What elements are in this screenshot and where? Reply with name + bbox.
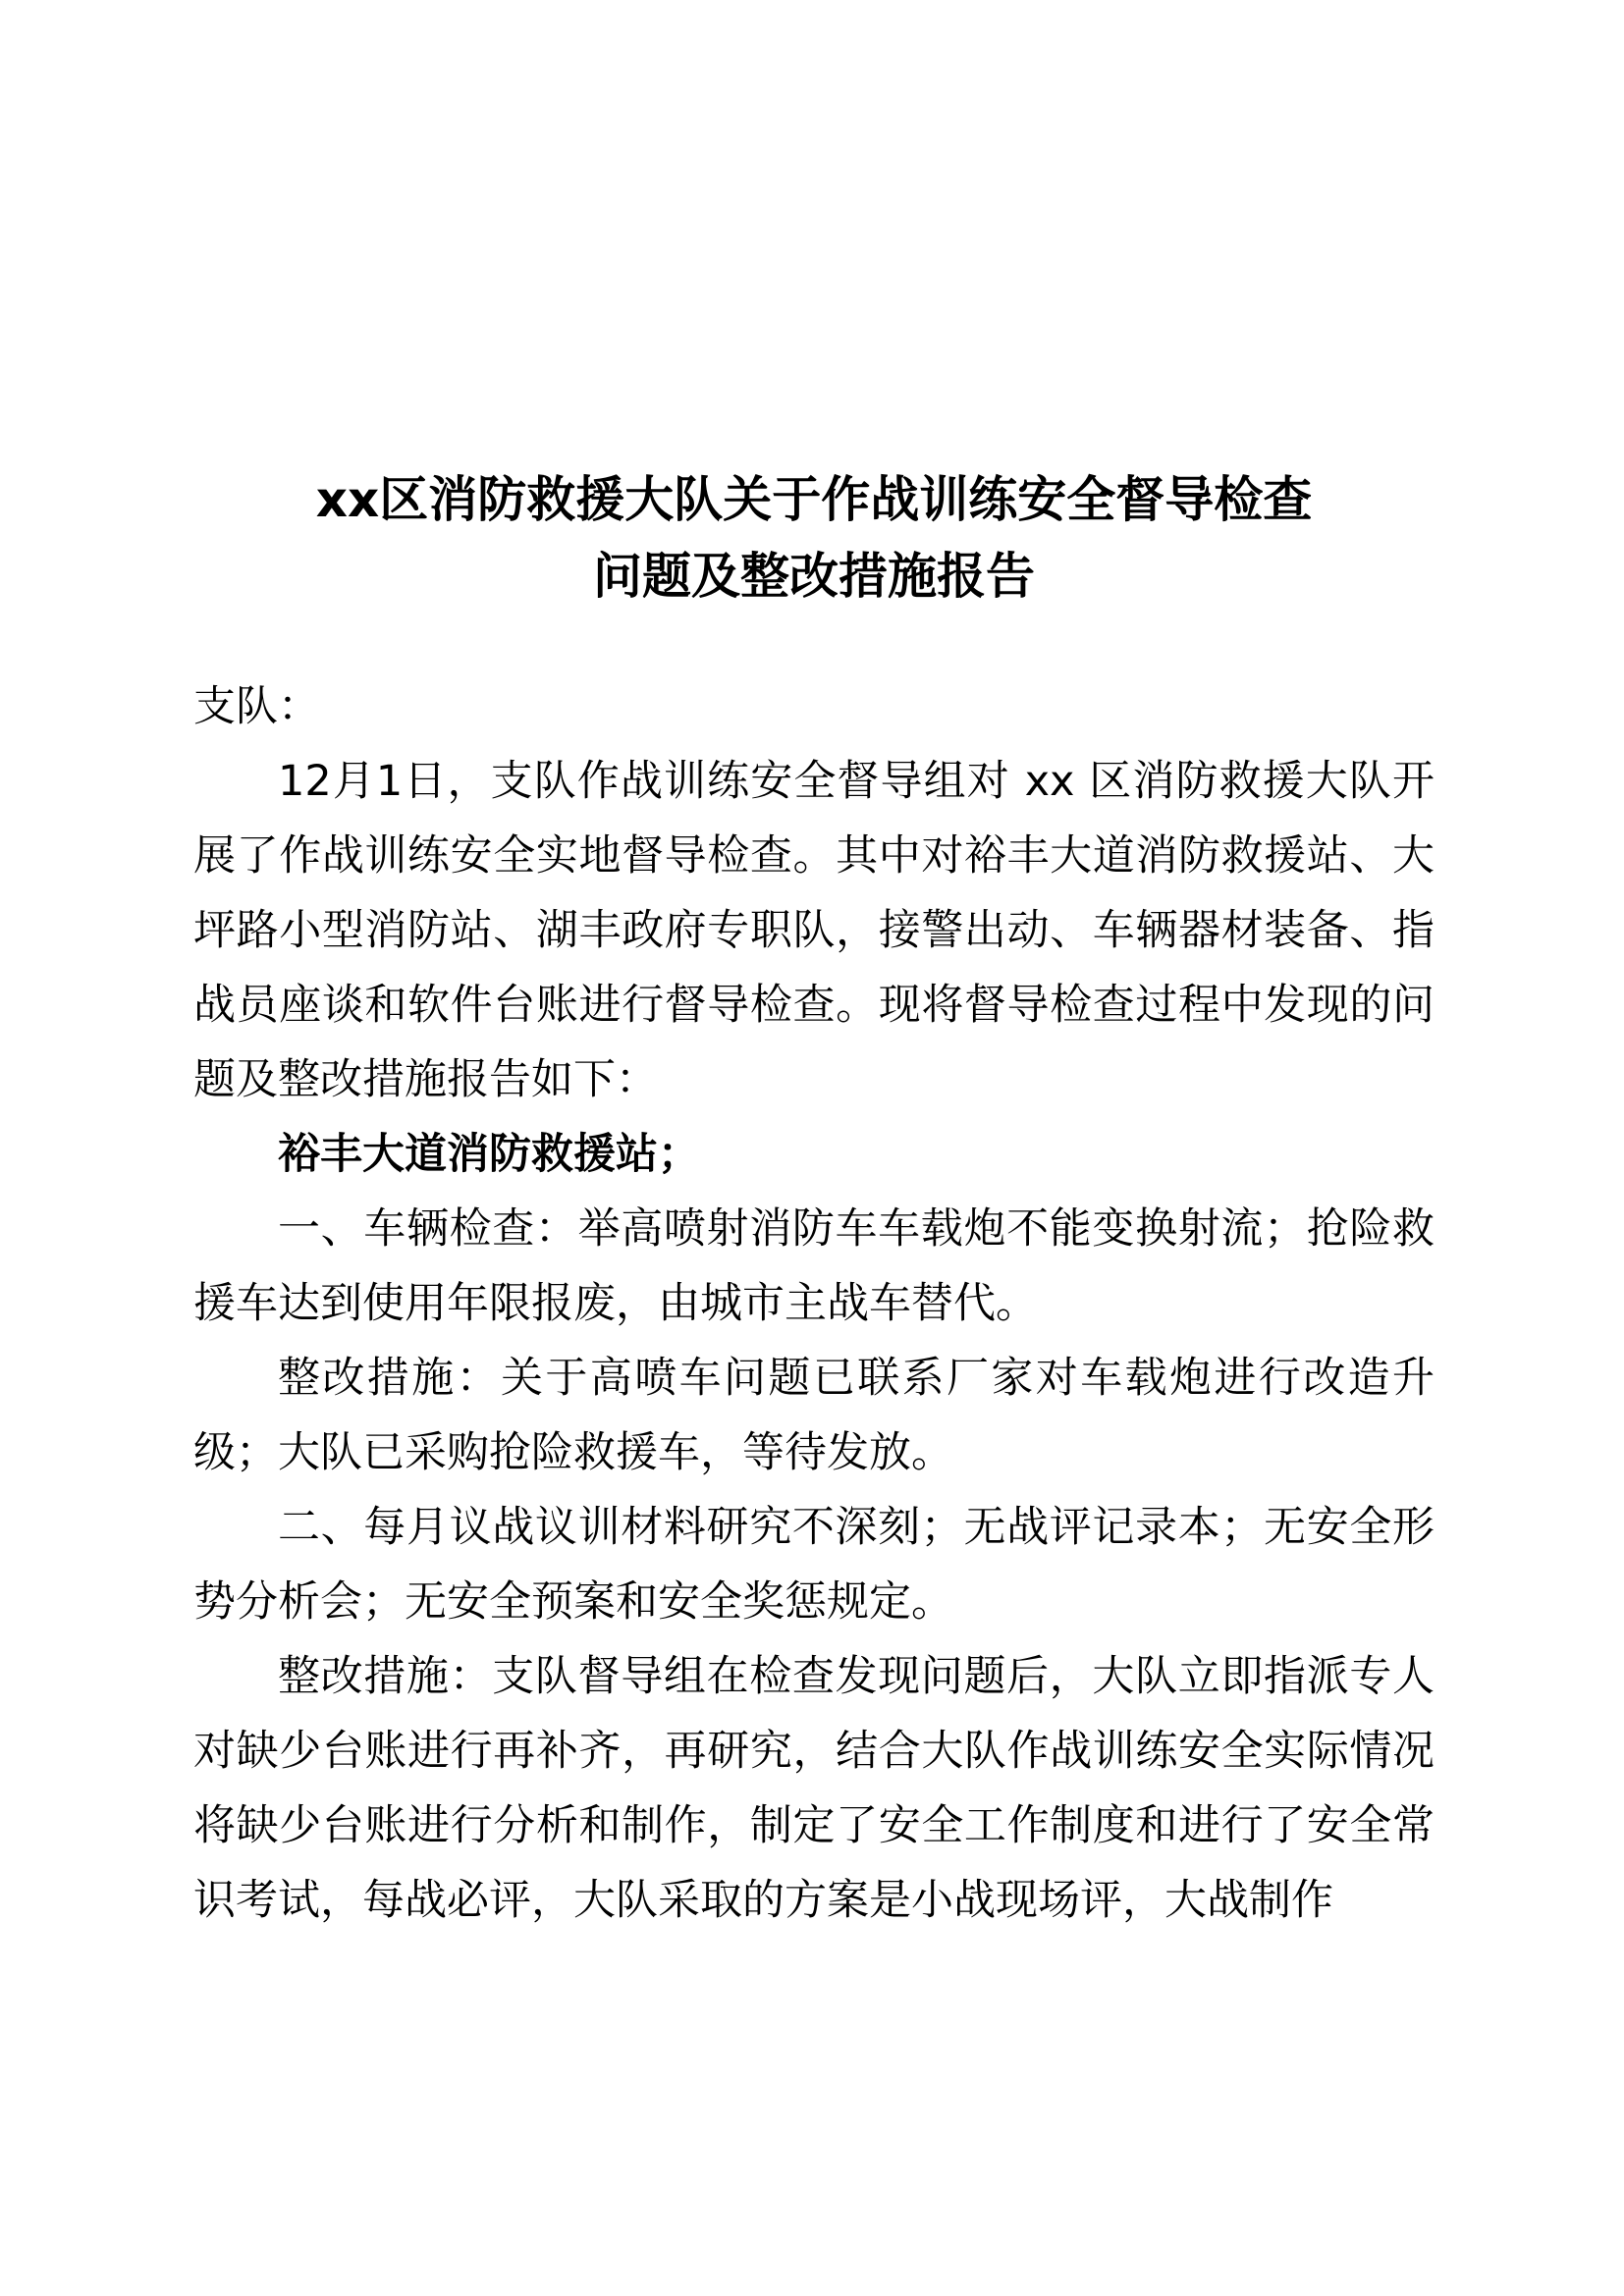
paragraph-issue-1: 一、车辆检查：举高喷射消防车车载炮不能变换射流；抢险救援车达到使用年限报废，由城市主战车替代。 [193,1204,1435,1328]
paragraph-measure-2: 整改措施：支队督导组在检查发现问题后，大队立即指派专人对缺少台账进行再补齐，再研究，结合大队作战训练安全实际情况将缺少台账进行分析和制作，制定了安全工作制度和进行了安全常识考试，每战必评，大队采取的方案是小战现场评，大战制作 [193,1652,1435,1925]
salutation: 支队： [193,682,320,731]
page-title-line-1: xx区消防救援大队关于作战训练安全督导检查 [315,471,1313,528]
paragraph-measure-1: 整改措施：关于高喷车问题已联系厂家对车载炮进行改造升级；大队已采购抢险救援车，等待发放。 [193,1354,1435,1477]
document-body [193,669,1435,1938]
paragraph-station-heading: 裕丰大道消防救援站； [278,1130,700,1179]
page-title-line-2: 问题及整改措施报告 [593,548,1035,605]
page-title [193,0,1435,614]
document-content [193,0,1435,1938]
paragraph-intro: 12月1日，支队作战训练安全督导组对 xx 区消防救援大队开展了作战训练安全实地督导检查。其中对裕丰大道消防救援站、大坪路小型消防站、湖丰政府专职队，接警出动、车辆器材装备、指战员座谈和软件台账进行督导检查。现将督导检查过程中发现的问题及整改措施报告如下： [193,757,1435,1104]
paragraph-issue-2: 二、每月议战议训材料研究不深刻；无战评记录本；无安全形势分析会；无安全预案和安全奖惩规定。 [193,1503,1435,1627]
